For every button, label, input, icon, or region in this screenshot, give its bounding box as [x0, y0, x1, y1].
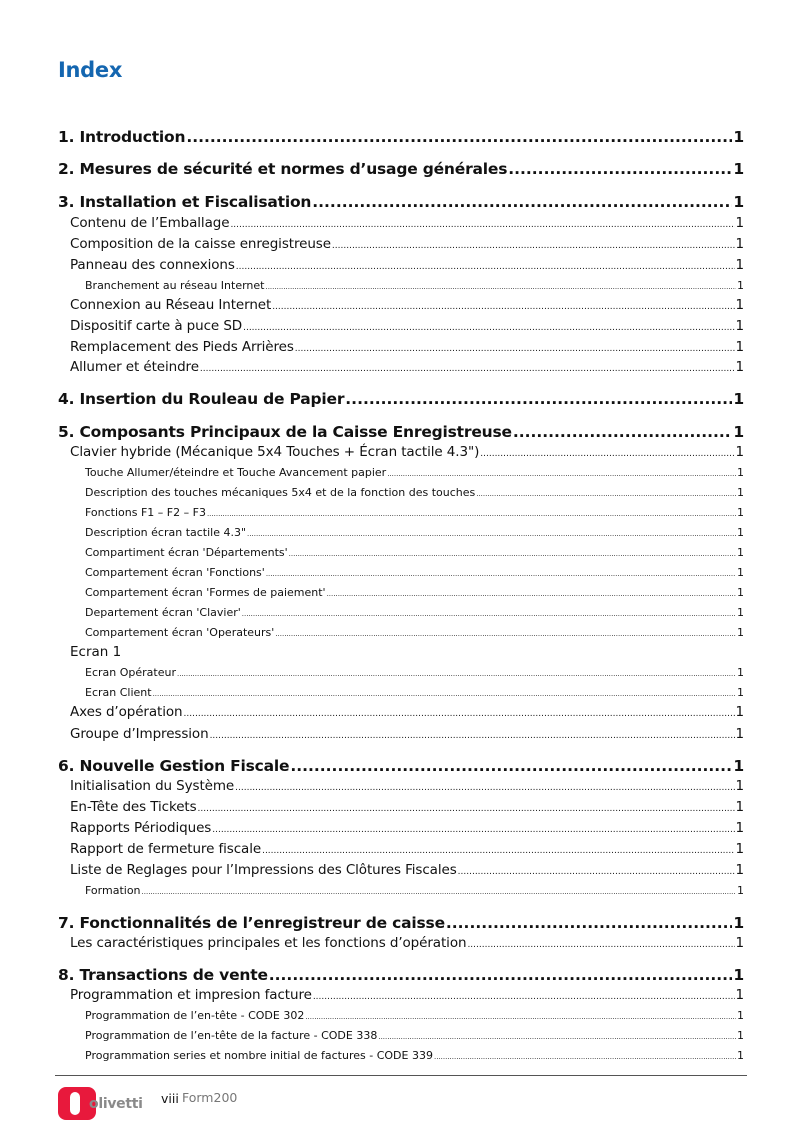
dot-leader [210, 731, 735, 741]
toc-entry-label: 2. Mesures de sécurité et normes d’usage générales [58, 160, 508, 178]
dot-leader [142, 888, 736, 896]
dot-leader [184, 709, 735, 719]
toc-entry-page: 1 [737, 606, 744, 619]
toc-entry-page: 1 [733, 423, 744, 441]
dot-leader [212, 825, 734, 835]
dot-leader [269, 966, 733, 984]
dot-leader [458, 867, 735, 877]
dot-leader [332, 241, 735, 251]
toc-entry-page: 1 [735, 704, 744, 720]
toc-entry[interactable] [58, 486, 744, 499]
toc-entry[interactable] [58, 778, 744, 794]
toc-entry-page: 1 [735, 236, 744, 252]
dot-leader [313, 992, 735, 1002]
toc-entry[interactable] [58, 318, 744, 334]
toc-entry[interactable] [58, 215, 744, 231]
toc-entry[interactable] [58, 644, 744, 660]
toc-entry-page: 1 [735, 257, 744, 273]
toc-entry[interactable] [58, 726, 744, 742]
toc-entry-label: Panneau des connexions [70, 257, 235, 273]
toc-entry[interactable] [58, 1029, 744, 1042]
toc-entry[interactable] [58, 1009, 744, 1022]
toc-entry[interactable] [58, 704, 744, 720]
toc-entry-label: Composition de la caisse enregistreuse [70, 236, 331, 252]
toc-entry-label: 6. Nouvelle Gestion Fiscale [58, 757, 290, 775]
toc-entry-label: 4. Insertion du Rouleau de Papier [58, 390, 345, 408]
dot-leader [262, 846, 734, 856]
toc-entry[interactable] [58, 444, 744, 460]
dot-leader [467, 940, 734, 950]
toc-entry[interactable] [58, 914, 744, 932]
toc-entry-label: Programmation et impresion facture [70, 987, 312, 1003]
dot-leader [153, 690, 736, 698]
dot-leader [345, 390, 732, 408]
toc-entry[interactable] [58, 297, 744, 313]
toc-entry-label: Contenu de l’Emballage [70, 215, 230, 231]
toc-entry[interactable] [58, 820, 744, 836]
toc-entry-page: 1 [737, 506, 744, 519]
dot-leader [207, 510, 736, 518]
footer-divider [55, 1075, 747, 1076]
toc-entry[interactable] [58, 546, 744, 559]
toc-entry[interactable] [58, 841, 744, 857]
toc-entry-page: 1 [735, 359, 744, 375]
toc-entry-page: 1 [733, 390, 744, 408]
dot-leader [508, 160, 732, 178]
toc-entry-label: Ecran Opérateur [85, 666, 176, 679]
toc-entry[interactable] [58, 666, 744, 679]
toc-entry-label: Programmation series et nombre initial de factures - CODE 339 [85, 1049, 433, 1062]
toc-entry[interactable] [58, 257, 744, 273]
toc-entry[interactable] [58, 160, 744, 178]
toc-entry-page: 1 [735, 987, 744, 1003]
toc-entry-label: Fonctions F1 – F2 – F3 [85, 506, 206, 519]
toc-entry-page: 1 [737, 626, 744, 639]
toc-entry-label: 1. Introduction [58, 128, 186, 146]
dot-leader [198, 804, 735, 814]
toc-entry-label: Connexion au Réseau Internet [70, 297, 272, 313]
toc-entry-page: 1 [737, 279, 744, 292]
toc-entry-label: 5. Composants Principaux de la Caisse Enregistreuse [58, 423, 512, 441]
toc-entry[interactable] [58, 862, 744, 878]
dot-leader [236, 262, 735, 272]
toc-entry-page: 1 [735, 444, 744, 460]
dot-leader [275, 630, 736, 638]
toc-entry-page: 1 [737, 1029, 744, 1042]
dot-leader [434, 1053, 736, 1061]
toc-entry-page: 1 [737, 526, 744, 539]
toc-entry[interactable] [58, 935, 744, 951]
toc-entry[interactable] [58, 757, 744, 775]
dot-leader [177, 670, 736, 678]
toc-entry-label: Description des touches mécaniques 5x4 et de la fonction des touches [85, 486, 476, 499]
toc-entry-label: Touche Allumer/éteindre et Touche Avancement papier [85, 466, 387, 479]
toc-entry-page: 1 [735, 339, 744, 355]
toc-entry-label: Compartement écran 'Fonctions' [85, 566, 265, 579]
toc-entry-label: Rapport de fermeture fiscale [70, 841, 262, 857]
toc-entry-page: 1 [735, 862, 744, 878]
document-name: Form200 [182, 1090, 238, 1105]
toc-entry-label: Axes d’opération [70, 704, 183, 720]
toc-entry-page: 1 [737, 666, 744, 679]
dot-leader [200, 364, 735, 374]
dot-leader [387, 470, 736, 478]
toc-entry-page: 1 [733, 966, 744, 984]
dot-leader [290, 757, 732, 775]
toc-entry[interactable] [58, 1049, 744, 1062]
toc-entry-page: 1 [735, 318, 744, 334]
dot-leader [446, 914, 733, 932]
toc-entry[interactable] [58, 526, 744, 539]
toc-entry-label: Departement écran 'Clavier' [85, 606, 241, 619]
logo-wordmark: olivetti [89, 1096, 143, 1112]
toc-entry[interactable] [58, 987, 744, 1003]
toc-entry-label: Initialisation du Système [70, 778, 235, 794]
toc-entry[interactable] [58, 128, 744, 146]
toc-entry[interactable] [58, 606, 744, 619]
toc-entry-label: Formation [85, 884, 141, 897]
toc-entry-label: Ecran 1 [70, 644, 122, 660]
toc-entry-page: 1 [737, 466, 744, 479]
dot-leader [265, 283, 736, 291]
toc-entry[interactable] [58, 566, 744, 579]
toc-entry-label: Liste de Reglages pour l’Impressions des Clôtures Fiscales [70, 862, 457, 878]
olivetti-logo [58, 1087, 156, 1117]
dot-leader [242, 610, 736, 618]
toc-entry-page: 1 [737, 486, 744, 499]
toc-entry-page: 1 [735, 778, 744, 794]
toc-entry-label: 3. Installation et Fiscalisation [58, 193, 312, 211]
dot-leader [480, 449, 734, 459]
toc-entry-page: 1 [735, 297, 744, 313]
toc-entry-page: 1 [737, 1049, 744, 1062]
toc-entry-page: 1 [737, 686, 744, 699]
toc-entry[interactable] [58, 423, 744, 441]
toc-entry[interactable] [58, 686, 744, 699]
toc-entry-page: 1 [737, 884, 744, 897]
toc-entry[interactable] [58, 390, 744, 408]
toc-entry[interactable] [58, 506, 744, 519]
dot-leader [272, 302, 734, 312]
toc-entry-label: Programmation de l’en-tête - CODE 302 [85, 1009, 305, 1022]
toc-entry-label: Rapports Périodiques [70, 820, 212, 836]
dot-leader [266, 570, 736, 578]
dot-leader [513, 423, 733, 441]
page-title: Index [58, 58, 123, 82]
toc-entry[interactable] [58, 236, 744, 252]
toc-entry-page: 1 [737, 546, 744, 559]
dot-leader [243, 323, 734, 333]
dot-leader [312, 193, 732, 211]
toc-entry-page: 1 [735, 799, 744, 815]
toc-entry-label: Dispositif carte à puce SD [70, 318, 243, 334]
toc-entry-page: 1 [737, 566, 744, 579]
toc-entry-label: 8. Transactions de vente [58, 966, 268, 984]
dot-leader [327, 590, 736, 598]
toc-entry-label: Programmation de l’en-tête de la facture - CODE 338 [85, 1029, 378, 1042]
dot-leader [289, 550, 736, 558]
toc-entry-label: Branchement au réseau Internet [85, 279, 265, 292]
toc-entry-label: Compartement écran 'Operateurs' [85, 626, 275, 639]
dot-leader [305, 1013, 736, 1021]
toc-entry-page: 1 [733, 193, 744, 211]
toc-entry-label: Groupe d’Impression [70, 726, 209, 742]
toc-entry-page: 1 [735, 841, 744, 857]
dot-leader [186, 128, 732, 146]
toc-entry[interactable] [58, 799, 744, 815]
toc-entry-page: 1 [737, 586, 744, 599]
toc-entry-page: 1 [733, 757, 744, 775]
page-number: viii [161, 1091, 179, 1106]
toc-entry-page: 1 [735, 935, 744, 951]
toc-entry[interactable] [58, 279, 744, 292]
toc-entry[interactable] [58, 193, 744, 211]
toc-entry-page: 1 [733, 914, 744, 932]
toc-entry[interactable] [58, 966, 744, 984]
dot-leader [295, 344, 735, 354]
toc-entry-page: 1 [737, 1009, 744, 1022]
toc-entry-page: 1 [735, 820, 744, 836]
toc-entry-page: 1 [735, 215, 744, 231]
toc-entry-label: Remplacement des Pieds Arrières [70, 339, 294, 355]
toc-entry-label: 7. Fonctionnalités de l’enregistreur de caisse [58, 914, 445, 932]
dot-leader [247, 530, 736, 538]
toc-entry-label: Compartement écran 'Formes de paiement' [85, 586, 326, 599]
toc-entry-label: Compartiment écran 'Départements' [85, 546, 288, 559]
toc-entry[interactable] [58, 339, 744, 355]
dot-leader [230, 220, 734, 230]
toc-entry-label: Description écran tactile 4.3" [85, 526, 247, 539]
toc-entry-label: Les caractéristiques principales et les fonctions d’opération [70, 935, 467, 951]
dot-leader [378, 1033, 736, 1041]
toc-entry[interactable] [58, 586, 744, 599]
dot-leader [476, 490, 736, 498]
toc-entry-page: 1 [733, 160, 744, 178]
toc-entry[interactable] [58, 626, 744, 639]
toc-entry[interactable] [58, 884, 744, 897]
toc-entry-label: Clavier hybride (Mécanique 5x4 Touches + Écran tactile 4.3") [70, 444, 480, 460]
toc-entry[interactable] [58, 466, 744, 479]
toc-entry-label: Ecran Client [85, 686, 152, 699]
toc-entry[interactable] [58, 359, 744, 375]
toc-entry-label: En-Tête des Tickets [70, 799, 197, 815]
dot-leader [235, 783, 734, 793]
toc-entry-label: Allumer et éteindre [70, 359, 199, 375]
toc-entry-page: 1 [733, 128, 744, 146]
toc-entry-page: 1 [735, 726, 744, 742]
